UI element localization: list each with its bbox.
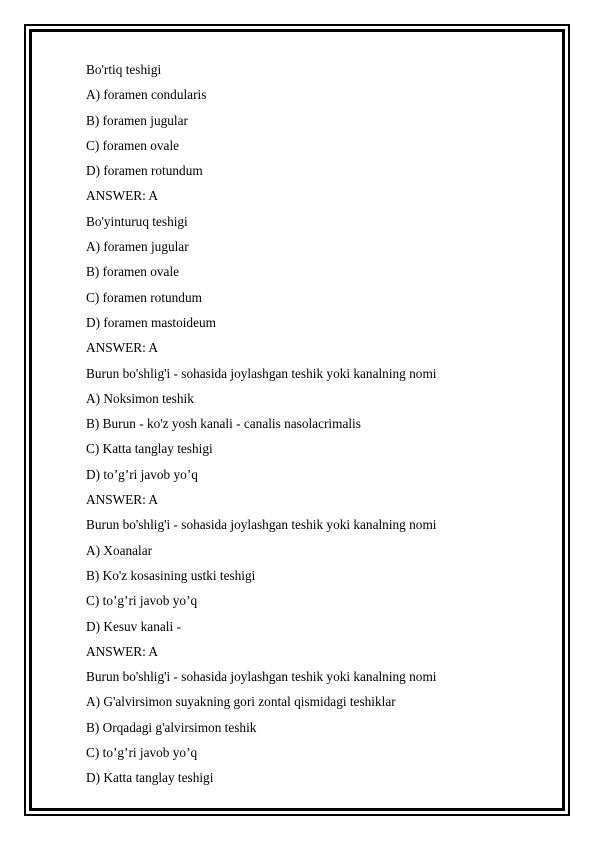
answer-line: ANSWER: A (86, 188, 159, 204)
option-b: B) foramen ovale (86, 264, 180, 280)
option-d: D) Kesuv kanali - (86, 618, 181, 634)
option-b: B) foramen jugular (86, 112, 188, 128)
quiz-content (86, 57, 556, 791)
question-text: Burun bo'shlig'i - sohasida joylashgan teshik yoki kanalning nomi (86, 669, 437, 685)
option-d: D) to’g’ri javob yo’q (86, 466, 198, 482)
option-c: C) to’g’ri javob yo’q (86, 593, 198, 609)
answer-line: ANSWER: A (86, 492, 159, 508)
option-a: A) Noksimon teshik (86, 390, 194, 406)
option-d: D) foramen mastoideum (86, 314, 216, 330)
question-text: Burun bo'shlig'i - sohasida joylashgan teshik yoki kanalning nomi (86, 365, 437, 381)
answer-line: ANSWER: A (86, 643, 159, 659)
option-c: C) foramen ovale (86, 137, 180, 153)
option-c: C) Katta tanglay teshigi (86, 441, 213, 457)
option-d: D) foramen rotundum (86, 163, 203, 179)
option-d: D) Katta tanglay teshigi (86, 770, 214, 786)
option-c: C) to’g’ri javob yo’q (86, 745, 198, 761)
option-a: A) foramen jugular (86, 239, 189, 255)
question-text: Bo'rtiq teshigi (86, 62, 162, 77)
option-a: A) foramen condularis (86, 87, 207, 103)
question-text: Burun bo'shlig'i - sohasida joylashgan teshik yoki kanalning nomi (86, 517, 437, 533)
question-text: Bo'yinturuq teshigi (86, 213, 188, 229)
option-c: C) foramen rotundum (86, 289, 202, 305)
option-b: B) Burun - ko'z yosh kanali - canalis nasolacrimalis (86, 416, 361, 432)
option-b: B) Ko'z kosasining ustki teshigi (86, 567, 256, 583)
answer-line: ANSWER: A (86, 340, 159, 356)
option-b: B) Orqadagi g'alvirsimon teshik (86, 719, 257, 735)
option-a: A) G'alvirsimon suyakning gori zontal qismidagi teshiklar (86, 694, 396, 710)
option-a: A) Xoanalar (86, 542, 153, 558)
